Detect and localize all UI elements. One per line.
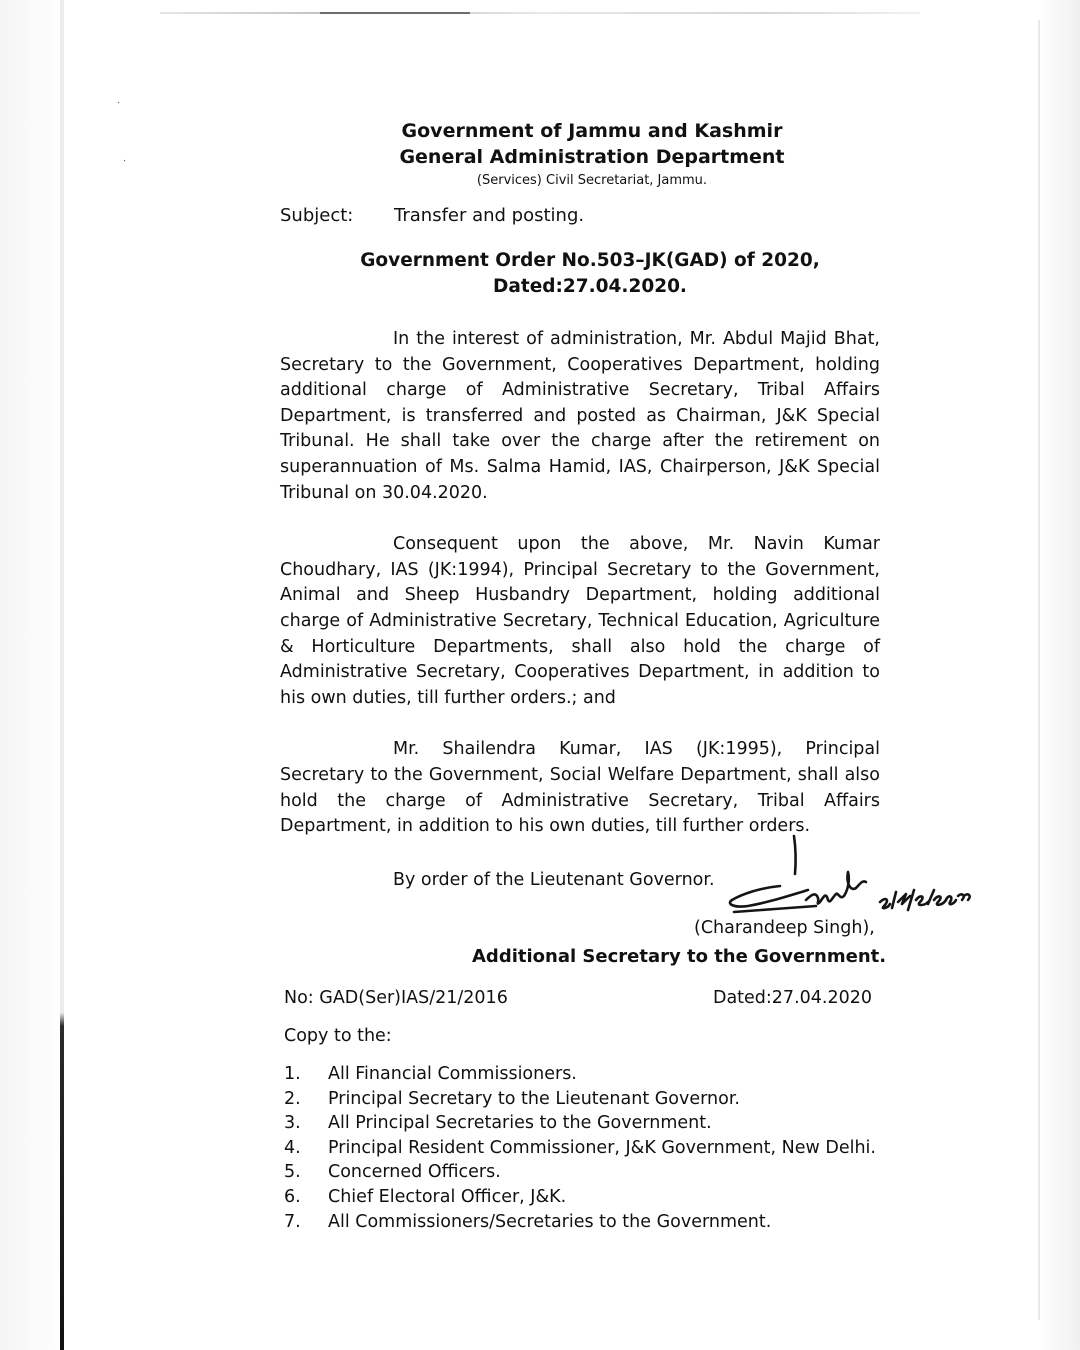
scan-speck: ⋅: [123, 156, 127, 167]
office-address: (Services) Civil Secretariat, Jammu.: [476, 173, 708, 188]
order-number: Government Order No.503–JK(GAD) of 2020,: [360, 250, 820, 271]
government-order-document: [280, 118, 887, 1232]
list-item-text: Concerned Officers.: [328, 1162, 501, 1183]
scan-shadow-left: [0, 0, 62, 1350]
reference-number: No: GAD(Ser)IAS/21/2016: [284, 988, 508, 1008]
list-item-number: 1.: [284, 1064, 301, 1084]
subject-text: Transfer and posting.: [394, 205, 585, 226]
order-paragraph: Mr. Shailendra Kumar, IAS (JK:1995), Principal Secretary to the Government, Social Welfare Department, shall also hold the charge of Administrative Secretary, Tribal Affairs Department, in addition to his own duties, till further orders.: [280, 739, 880, 837]
reference-line: [284, 988, 872, 1008]
list-item-number: 3.: [284, 1113, 301, 1134]
scan-shadow-right: [1038, 0, 1080, 1350]
list-item-number: 2.: [284, 1088, 301, 1109]
list-item-number: 6.: [284, 1186, 301, 1207]
list-item-number: 4.: [284, 1137, 301, 1158]
scan-speck: ⋅: [117, 98, 121, 109]
government-name: Government of Jammu and Kashmir: [401, 120, 783, 142]
letterhead: [304, 118, 880, 191]
list-item-text: Principal Secretary to the Lieutenant Governor.: [328, 1088, 740, 1109]
reference-date: Dated:27.04.2020: [712, 988, 872, 1008]
scan-edge-right: [1038, 20, 1040, 1320]
scan-top-line: [160, 12, 920, 14]
list-item-text: All Financial Commissioners.: [328, 1064, 577, 1084]
scan-top-mark: [320, 12, 470, 14]
order-date: Dated:27.04.2020.: [493, 276, 687, 297]
scan-edge-left: [60, 0, 64, 1350]
list-item: [284, 1185, 876, 1210]
list-item-text: Principal Resident Commissioner, J&K Government, New Delhi.: [328, 1137, 876, 1158]
order-heading: [300, 248, 880, 300]
list-item: [284, 1087, 876, 1112]
copy-to-label: Copy to the:: [284, 1026, 392, 1046]
list-item: [284, 1160, 876, 1185]
order-paragraph: Consequent upon the above, Mr. Navin Kumar Choudhary, IAS (JK:1994), Principal Secretary to the Government, Animal and Sheep Husbandry Department, holding additional charge of Administrative Secretary, Technical Education, Agriculture & Horticulture Departments, shall also hold the charge of Administrative Secretary, Cooperatives Department, in addition to his own duties, till further orders.; and: [280, 534, 880, 708]
list-item: [284, 1210, 876, 1235]
list-item-text: All Commissioners/Secretaries to the Government.: [328, 1211, 772, 1232]
signatory-designation: Additional Secretary to the Government.: [472, 946, 887, 967]
list-item: [284, 1111, 876, 1136]
subject-line: [280, 205, 880, 226]
list-item-text: All Principal Secretaries to the Government.: [328, 1113, 712, 1134]
subject-label: Subject:: [280, 205, 354, 226]
order-paragraph: In the interest of administration, Mr. Abdul Majid Bhat, Secretary to the Government, Cooperatives Department, holding additional charge of Administrative Secretary, Tribal Affairs Department, is transferred and posted as Chairman, J&K Special Tribunal. He shall take over the charge after the retirement on superannuation of Ms. Salma Hamid, IAS, Chairperson, J&K Special Tribunal on 30.04.2020.: [280, 329, 880, 503]
by-order-line: By order of the Lieutenant Governor.: [393, 869, 715, 890]
copy-to-list: [284, 1062, 876, 1234]
list-item-text: Chief Electoral Officer, J&K.: [328, 1186, 567, 1207]
signatory-name: (Charandeep Singh),: [694, 918, 875, 938]
list-item: [284, 1136, 876, 1161]
list-item: [284, 1062, 876, 1087]
department-name: General Administration Department: [399, 146, 785, 168]
list-item-number: 5.: [284, 1162, 301, 1183]
list-item-number: 7.: [284, 1211, 301, 1232]
